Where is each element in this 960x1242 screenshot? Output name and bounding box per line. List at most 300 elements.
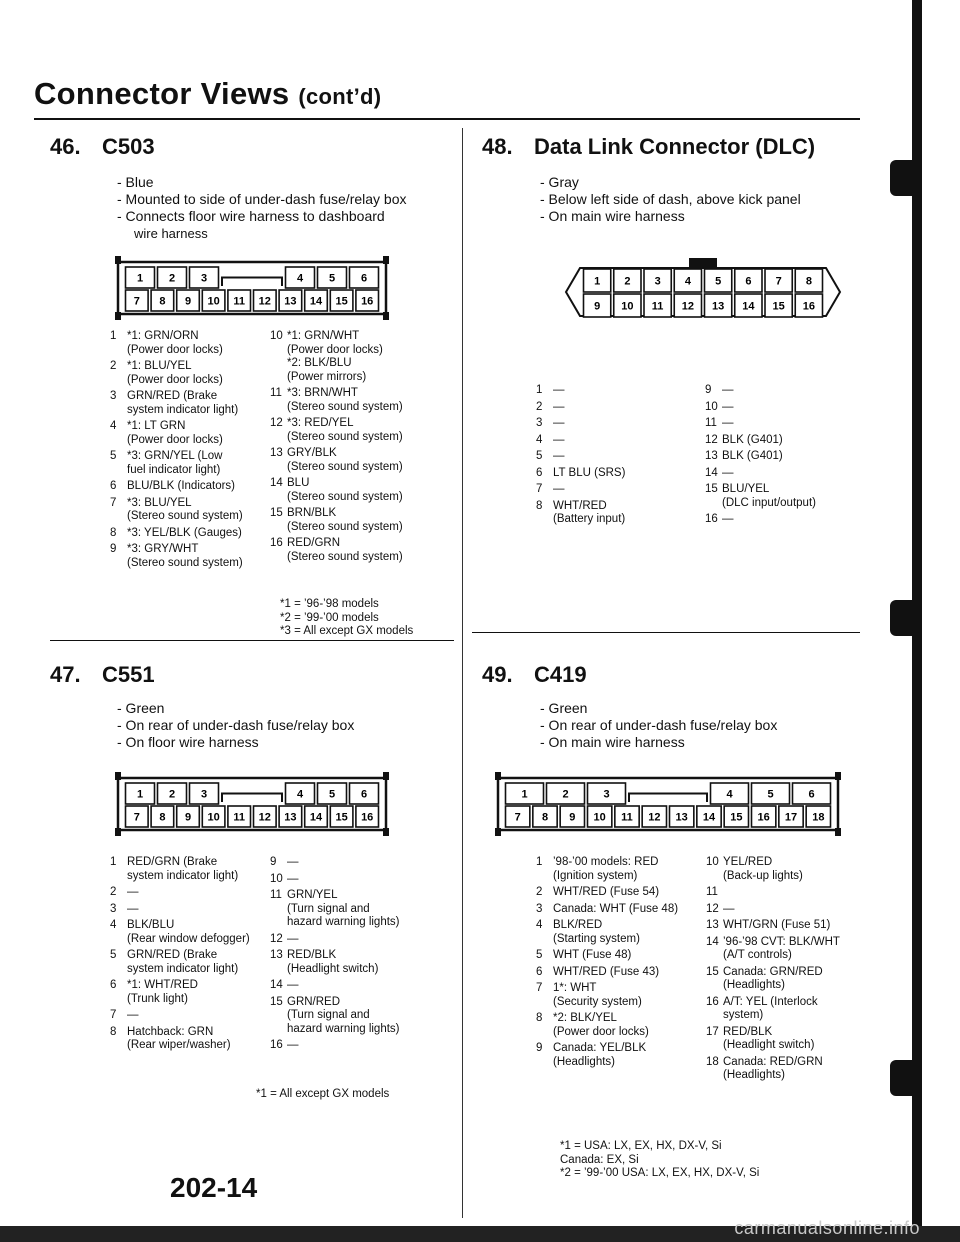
pin-entry: [270, 537, 455, 564]
connector-cavity-label: 18: [812, 811, 825, 824]
pin-wire-description: A/T: YEL (Interlock system): [723, 995, 818, 1021]
pin-entry: [536, 500, 686, 527]
pin-wire-description: GRN/RED (Brake system indicator light): [127, 390, 239, 416]
pin-wire-description: —: [127, 1009, 139, 1021]
connector-cavity-label: 5: [328, 272, 336, 285]
pin-number: 16: [270, 537, 283, 549]
pin-number: 11: [270, 889, 282, 901]
pin-number: 13: [270, 949, 283, 961]
section-48-heading: [482, 134, 815, 160]
pin-entry: [536, 949, 696, 963]
pin-entry: [536, 384, 686, 398]
pin-entry: [270, 447, 455, 474]
connector-c551-diagram: [112, 772, 392, 836]
connector-cavity-label: 2: [624, 275, 631, 288]
connector-corner-mark: [383, 772, 389, 780]
pin-wire-description: RED/BLK (Headlight switch): [287, 949, 379, 975]
pin-number: 7: [110, 1009, 117, 1021]
connector-cavity-label: 5: [767, 788, 774, 801]
section-46-pins-right: [270, 330, 455, 567]
connector-corner-mark: [383, 312, 389, 320]
connector-cavity-label: 5: [328, 788, 336, 801]
pin-number: 4: [110, 420, 117, 432]
connector-dlc-diagram: [560, 258, 846, 326]
connector-cavity-label: 14: [702, 811, 716, 824]
pin-wire-description: *3: GRN/YEL (Low fuel indicator light): [127, 450, 223, 476]
pin-number: 5: [110, 949, 117, 961]
footnote-line: *1 = USA: LX, EX, HX, DX-V, Si: [560, 1140, 722, 1152]
pin-entry: [110, 919, 260, 946]
edge-tab-marker: [890, 160, 912, 196]
connector-cavity-label: 3: [200, 788, 208, 801]
pin-entry: [110, 886, 260, 900]
connector-cavity-label: 10: [207, 295, 220, 308]
pin-entry: [110, 420, 260, 447]
pin-number: 11: [270, 387, 282, 399]
connector-cavity-label: 13: [284, 295, 297, 308]
footnote-line: *1 = ’96-’98 models: [280, 598, 379, 610]
pin-wire-description: Canada: GRN/RED (Headlights): [723, 965, 823, 991]
section-49-pins-left: [536, 856, 696, 1072]
pin-entry: [536, 903, 696, 917]
connector-cavity-label: 16: [802, 300, 815, 313]
edge-tab-marker: [890, 1060, 912, 1096]
pin-wire-description: —: [553, 417, 565, 429]
connector-cavity-label: 7: [133, 295, 140, 308]
connector-cavity-label: 16: [361, 811, 374, 824]
connector-corner-mark: [835, 772, 841, 780]
connector-cavity-label: 6: [360, 788, 368, 801]
pin-entry: [705, 450, 855, 464]
title-rule: [34, 118, 860, 120]
pin-entry: [110, 1009, 260, 1023]
connector-cavity-label: 12: [681, 300, 694, 313]
pin-number: 7: [536, 982, 543, 994]
pin-wire-description: —: [722, 417, 734, 429]
pin-wire-description: Canada: YEL/BLK (Headlights): [553, 1042, 647, 1068]
section-47-description: [117, 700, 354, 751]
pin-number: 14: [705, 466, 718, 479]
connector-cavity-label: 7: [775, 275, 782, 288]
pin-entry: [270, 387, 455, 414]
desc-line: wire harness: [134, 226, 208, 241]
connector-cavity-label: 9: [184, 811, 192, 824]
pin-number: 16: [705, 513, 718, 525]
pin-wire-description: RED/GRN (Brake system indicator light): [127, 856, 239, 882]
pin-number: 9: [536, 1042, 543, 1054]
pin-number: 16: [706, 995, 719, 1008]
connector-cavity-label: 1: [136, 788, 144, 801]
connector-cavity-label: 13: [284, 811, 297, 824]
section-47-heading: [50, 662, 155, 688]
connector-cavity-label: 12: [258, 811, 271, 824]
pin-entry: [706, 919, 886, 933]
pin-wire-description: BLK/RED (Starting system): [553, 919, 640, 945]
pin-number: 13: [706, 919, 719, 931]
connector-cavity-label: 13: [675, 811, 688, 824]
connector-corner-mark: [495, 772, 501, 780]
pin-wire-description: —: [127, 886, 139, 898]
pin-entry: [705, 513, 855, 527]
desc-line: - On floor wire harness: [117, 734, 259, 750]
pin-entry: [110, 949, 260, 976]
section-46-number: 46.: [50, 134, 81, 159]
pin-wire-description: —: [723, 902, 735, 915]
pin-number: 3: [110, 902, 117, 915]
pin-entry: [536, 1012, 696, 1039]
connector-cavity-label: 3: [200, 272, 208, 285]
desc-line: - Below left side of dash, above kick panel: [540, 191, 801, 207]
pin-number: 2: [536, 400, 543, 413]
pin-wire-description: *1: LT GRN (Power door locks): [127, 420, 223, 446]
pin-number: 1: [536, 384, 543, 396]
pin-wire-description: BLU/YEL (DLC input/output): [722, 483, 816, 509]
pin-entry: [110, 979, 260, 1006]
section-46-description: [117, 174, 407, 242]
pin-wire-description: Hatchback: GRN (Rear wiper/washer): [127, 1025, 231, 1051]
pin-entry: [706, 936, 886, 963]
pin-entry: [536, 1042, 696, 1069]
connector-cavity-label: 14: [742, 300, 755, 313]
connector-cavity-label: 3: [603, 788, 610, 801]
section-46-heading: [50, 134, 155, 160]
section-47-number: 47.: [50, 662, 81, 687]
pin-wire-description: —: [722, 400, 734, 413]
section-49-name: C419: [534, 662, 587, 687]
pin-entry: [110, 480, 260, 494]
pin-number: 11: [706, 886, 718, 898]
connector-cavity-label: 15: [335, 811, 348, 824]
pin-entry: [110, 450, 260, 477]
pin-wire-description: RED/BLK (Headlight switch): [723, 1025, 815, 1051]
pin-wire-description: —: [127, 902, 139, 915]
connector-cavity-label: 17: [784, 811, 798, 824]
connector-cavity-label: 11: [233, 811, 246, 824]
connector-cavity-label: 2: [168, 788, 176, 801]
connector-cavity-label: 3: [654, 275, 661, 288]
connector-cavity-label: 15: [772, 300, 785, 313]
connector-cavity-label: 7: [514, 811, 521, 824]
pin-entry: [706, 903, 886, 917]
pin-number: 8: [110, 1025, 117, 1038]
pin-number: 12: [270, 932, 283, 945]
pin-number: 7: [536, 483, 543, 495]
pin-entry: [705, 483, 855, 510]
pin-entry: [110, 543, 260, 570]
desc-line: - Gray: [540, 174, 579, 190]
pin-entry: [110, 330, 260, 357]
pin-number: 13: [270, 447, 283, 459]
pin-wire-description: GRY/BLK (Stereo sound system): [287, 447, 403, 473]
pin-entry: [536, 450, 686, 464]
pin-entry: [536, 982, 696, 1009]
section-48-pins-left: [536, 384, 686, 530]
connector-cavity-label: 8: [805, 275, 812, 288]
section-48-pins-right: [705, 384, 855, 530]
desc-line: - On main wire harness: [540, 734, 685, 750]
connector-cavity-label: 2: [562, 788, 569, 801]
connector-cavity-label: 8: [159, 811, 166, 824]
footnote-line: *2 = ’99-’00 models: [280, 611, 379, 624]
connector-corner-mark: [115, 828, 121, 836]
pin-wire-description: Canada: RED/GRN (Headlights): [723, 1055, 823, 1081]
pin-number: 3: [110, 390, 117, 402]
connector-key-slot: [222, 278, 282, 287]
pin-wire-description: GRN/RED (Brake system indicator light): [127, 949, 239, 975]
pin-number: 11: [705, 417, 717, 429]
pin-wire-description: WHT/RED (Fuse 54): [553, 886, 660, 898]
connector-cavity-label: 14: [309, 295, 323, 308]
pin-wire-description: GRN/RED (Turn signal and hazard warning lights): [287, 995, 400, 1035]
pin-wire-description: *2: BLK/YEL (Power door locks): [553, 1012, 649, 1038]
edge-tab-marker: [890, 600, 912, 636]
pin-number: 13: [705, 450, 718, 462]
pin-entry: [536, 467, 686, 481]
pin-entry: [270, 949, 455, 976]
pin-number: 16: [270, 1039, 283, 1051]
pin-entry: [705, 467, 855, 481]
section-49-pins-right: [706, 856, 886, 1086]
connector-cavity-label: 9: [184, 295, 192, 308]
connector-cavity-label: 6: [360, 272, 368, 285]
pin-entry: [705, 401, 855, 415]
pin-number: 7: [110, 496, 117, 509]
pin-wire-description: Canada: WHT (Fuse 48): [553, 902, 679, 915]
connector-corner-mark: [835, 828, 841, 836]
pin-number: 10: [270, 872, 283, 885]
pin-entry: [705, 417, 855, 431]
connector-cavity-label: 2: [168, 272, 176, 285]
pin-number: 12: [705, 433, 718, 446]
section-48-description: [540, 174, 801, 225]
pin-number: 18: [706, 1055, 719, 1068]
pin-number: 8: [110, 526, 117, 539]
connector-corner-mark: [115, 312, 121, 320]
connector-corner-mark: [495, 828, 501, 836]
page-title-cont: (cont’d): [298, 84, 382, 109]
connector-cavity-label: 10: [593, 811, 606, 824]
pin-number: 8: [536, 499, 543, 512]
desc-line: - Green: [540, 700, 588, 716]
pin-number: 9: [705, 384, 712, 396]
connector-cavity-label: 6: [808, 788, 815, 801]
connector-cavity-label: 7: [133, 811, 140, 824]
section-49-number: 49.: [482, 662, 513, 687]
footnote-line: Canada: EX, Si: [560, 1153, 639, 1166]
pin-entry: [270, 873, 455, 887]
connector-key-slot: [222, 794, 282, 803]
connector-cavity-label: 9: [594, 300, 601, 313]
pin-wire-description: WHT/GRN (Fuse 51): [723, 919, 831, 931]
pin-entry: [110, 856, 260, 883]
column-divider: [462, 128, 463, 1218]
section-47-pins-right: [270, 856, 455, 1056]
pin-number: 8: [536, 1012, 543, 1024]
pin-wire-description: *1: BLU/YEL (Power door locks): [127, 360, 223, 386]
connector-cavity-label: 13: [712, 300, 725, 313]
desc-line: - Mounted to side of under-dash fuse/relay box: [117, 191, 407, 207]
pin-entry: [536, 483, 686, 497]
connector-cavity-label: 14: [309, 811, 323, 824]
connector-cavity-label: 10: [621, 300, 634, 313]
section-46-footnotes: [280, 598, 413, 639]
connector-cavity-label: 4: [684, 275, 691, 288]
pin-wire-description: YEL/RED (Back-up lights): [723, 856, 803, 882]
pin-entry: [270, 477, 455, 504]
connector-cavity-label: 8: [159, 295, 166, 308]
pin-number: 6: [536, 466, 543, 479]
pin-wire-description: —: [287, 979, 299, 991]
pin-number: 15: [705, 483, 718, 495]
pin-wire-description: —: [553, 384, 565, 396]
pin-entry: [110, 903, 260, 917]
pin-entry: [706, 886, 886, 900]
pin-entry: [110, 360, 260, 387]
connector-cavity-label: 9: [569, 811, 576, 824]
pin-number: 3: [536, 417, 543, 429]
connector-key-slot: [629, 794, 707, 803]
pin-number: 14: [706, 935, 719, 948]
desc-line: - On main wire harness: [540, 208, 685, 224]
connector-cavity-label: 1: [594, 275, 601, 288]
pin-wire-description: LT BLU (SRS): [553, 466, 626, 479]
pin-wire-description: BLU (Stereo sound system): [287, 477, 403, 503]
pin-number: 2: [110, 886, 117, 898]
pin-wire-description: *1: GRN/WHT (Power door locks) *2: BLK/BLU (Power mirrors): [287, 330, 383, 383]
pin-wire-description: RED/GRN (Stereo sound system): [287, 537, 403, 563]
pin-wire-description: *3: BRN/WHT (Stereo sound system): [287, 387, 403, 413]
connector-cavity-label: 8: [541, 811, 549, 824]
pin-number: 5: [536, 949, 543, 961]
pin-entry: [706, 1026, 886, 1053]
pin-wire-description: —: [722, 384, 734, 396]
section-49-heading: [482, 662, 587, 688]
pin-entry: [270, 330, 455, 384]
pin-number: 4: [110, 919, 117, 931]
pin-entry: [536, 919, 696, 946]
pin-wire-description: *1: GRN/ORN (Power door locks): [127, 330, 223, 356]
pin-number: 1: [536, 856, 543, 868]
pin-number: 10: [706, 856, 719, 868]
binding-edge-bar: [912, 0, 922, 1242]
pin-number: 5: [110, 450, 117, 462]
connector-cavity-label: 15: [730, 811, 743, 824]
section-rule: [50, 640, 454, 641]
pin-number: 3: [536, 902, 543, 915]
connector-cavity-label: 11: [233, 295, 246, 308]
connector-cavity-label: 10: [207, 811, 220, 824]
connector-cavity-label: 11: [621, 811, 633, 824]
pin-number: 9: [270, 856, 277, 868]
pin-number: 1: [110, 856, 117, 868]
pin-number: 9: [110, 543, 117, 555]
connector-corner-mark: [115, 772, 121, 780]
page-title: [34, 76, 381, 112]
pin-wire-description: —: [553, 400, 565, 413]
connector-cavity-label: 11: [651, 300, 664, 313]
pin-wire-description: BRN/BLK (Stereo sound system): [287, 507, 403, 533]
pin-wire-description: BLK (G401): [722, 450, 783, 462]
connector-corner-mark: [115, 256, 121, 264]
desc-line: - On rear of under-dash fuse/relay box: [117, 717, 355, 733]
connector-cavity-label: 16: [361, 295, 374, 308]
connector-cavity-label: 4: [296, 788, 304, 801]
pin-entry: [706, 856, 886, 883]
section-48-name: Data Link Connector (DLC): [534, 134, 816, 159]
page-title-main: Connector Views: [34, 76, 290, 111]
connector-cavity-label: 15: [335, 295, 348, 308]
connector-cavity-label: 12: [258, 295, 271, 308]
pin-entry: [705, 434, 855, 448]
pin-wire-description: —: [553, 450, 565, 462]
pin-number: 14: [270, 477, 283, 489]
watermark-text: carmanualsonline.info: [734, 1218, 920, 1238]
connector-corner-mark: [383, 828, 389, 836]
desc-line: - Blue: [117, 174, 154, 190]
pin-wire-description: ’98-’00 models: RED (Ignition system): [553, 856, 659, 882]
pin-number: 2: [536, 886, 543, 898]
pin-wire-description: *1: WHT/RED (Trunk light): [127, 979, 198, 1005]
pin-wire-description: GRN/YEL (Turn signal and hazard warning lights): [287, 889, 400, 928]
pin-entry: [270, 996, 455, 1037]
pin-number: 12: [706, 902, 719, 915]
section-46-name: C503: [102, 134, 155, 159]
pin-entry: [270, 933, 455, 947]
pin-number: 4: [536, 919, 543, 931]
connector-cavity-label: 16: [757, 811, 770, 824]
desc-line: - Green: [117, 700, 165, 716]
pin-wire-description: *3: BLU/YEL (Stereo sound system): [127, 496, 243, 522]
pin-number: 17: [706, 1025, 719, 1038]
connector-c419-diagram: [492, 772, 844, 836]
pin-number: 6: [536, 965, 543, 978]
pin-wire-description: —: [287, 1039, 299, 1051]
pin-wire-description: WHT/RED (Fuse 43): [553, 965, 660, 978]
pin-number: 12: [270, 417, 283, 429]
pin-wire-description: —: [553, 433, 565, 446]
pin-entry: [536, 401, 686, 415]
pin-entry: [110, 1026, 260, 1053]
section-47-pins-left: [110, 856, 260, 1056]
pin-wire-description: WHT/RED (Battery input): [553, 499, 626, 525]
connector-cavity-label: 4: [296, 272, 304, 285]
footnote-line: *2 = ’99-’00 USA: LX, EX, HX, DX-V, Si: [560, 1167, 760, 1179]
pin-wire-description: —: [287, 872, 299, 885]
desc-line: - On rear of under-dash fuse/relay box: [540, 717, 778, 733]
pin-number: 1: [110, 330, 117, 342]
pin-number: 10: [270, 330, 283, 342]
desc-line: - Connects floor wire harness to dashboard: [117, 208, 385, 224]
pin-entry: [110, 527, 260, 541]
pin-entry: [270, 417, 455, 444]
pin-entry: [536, 417, 686, 431]
pin-entry: [536, 886, 696, 900]
page-number: 202-14: [170, 1172, 258, 1203]
pin-wire-description: —: [287, 856, 299, 868]
pin-number: 5: [536, 450, 543, 462]
pin-number: 4: [536, 433, 543, 446]
connector-cavity-label: 12: [648, 811, 661, 824]
pin-wire-description: BLK/BLU (Rear window defogger): [127, 919, 250, 945]
connector-corner-mark: [383, 256, 389, 264]
pin-entry: [706, 996, 886, 1023]
pin-wire-description: —: [287, 932, 299, 945]
connector-cavity-label: 5: [715, 275, 722, 288]
pin-entry: [536, 966, 696, 980]
pin-wire-description: —: [553, 483, 565, 495]
pin-entry: [705, 384, 855, 398]
section-47-footnotes: [256, 1088, 389, 1102]
